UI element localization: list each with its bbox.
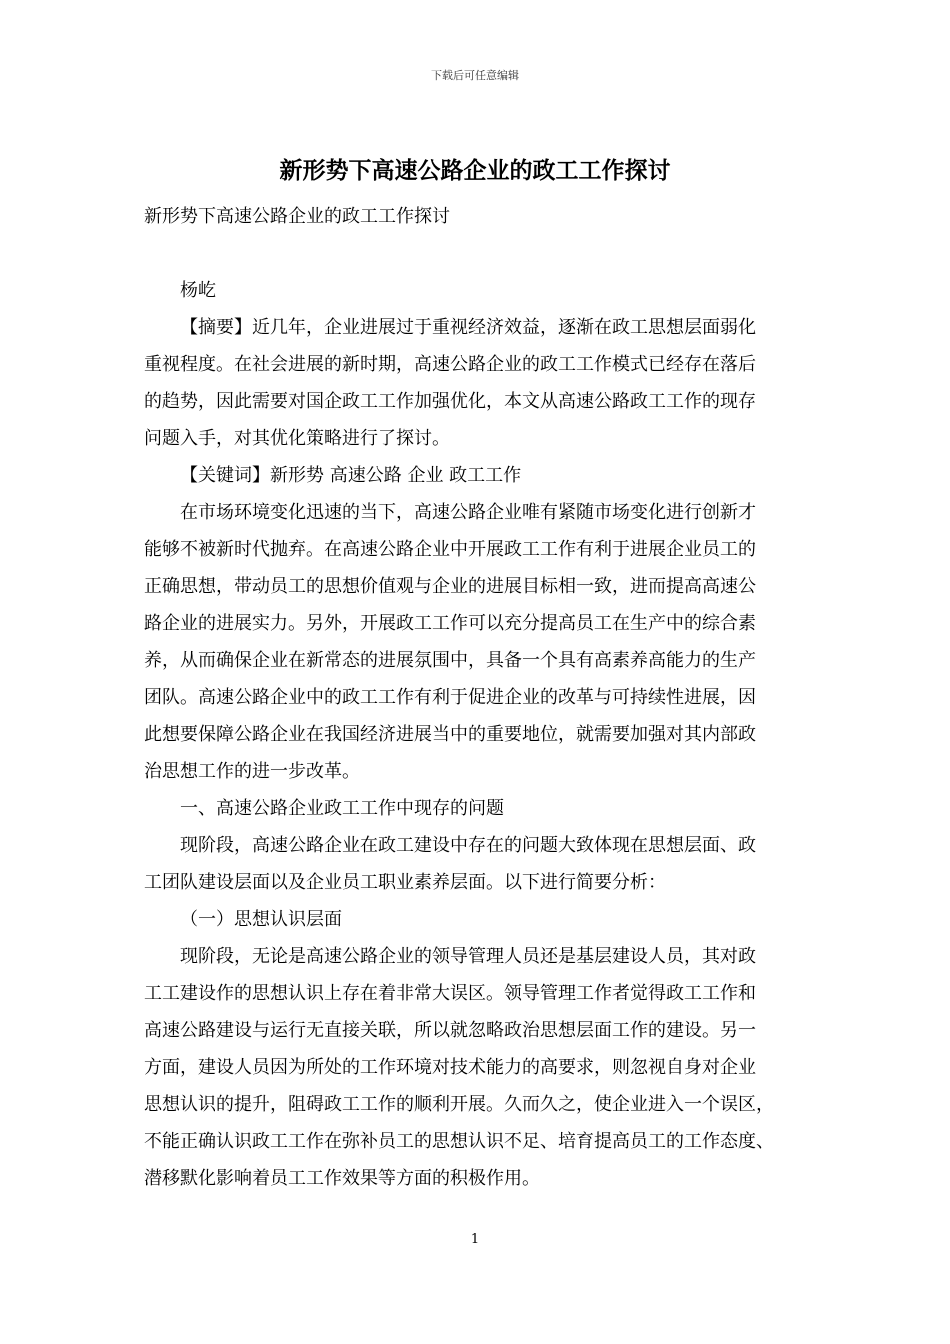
text-line: 不能正确认识政工工作在弥补员工的思想认识不足、培育提高员工的工作态度、: [144, 1131, 774, 1152]
text-line: 此想要保障公路企业在我国经济进展当中的重要地位，就需要加强对其内部政: [144, 724, 756, 745]
page-number: 1: [470, 1232, 480, 1247]
text-line: 路企业的进展实力。另外，开展政工工作可以充分提高员工在生产中的综合素: [144, 613, 756, 634]
text-line: 团队。高速公路企业中的政工工作有利于促进企业的改革与可持续性进展，因: [144, 687, 756, 708]
text-line: 能够不被新时代抛弃。在高速公路企业中开展政工工作有利于进展企业员工的: [144, 539, 756, 560]
text-line: 重视程度。在社会进展的新时期，高速公路企业的政工工作模式已经存在落后: [144, 354, 756, 375]
document-body: [144, 198, 824, 1197]
text-line: 【关键词】新形势 高速公路 企业 政工工作: [180, 465, 522, 486]
text-line: 工团队建设层面以及企业员工职业素养层面。以下进行简要分析：: [144, 872, 666, 893]
text-line: 正确思想，带动员工的思想价值观与企业的进展目标相一致，进而提高高速公: [144, 576, 756, 597]
text-line: [144, 235, 824, 272]
text-line: 治思想工作的进一步改革。: [144, 761, 360, 782]
text-line: 高速公路建设与运行无直接关联，所以就忽略政治思想层面工作的建设。另一: [144, 1020, 756, 1041]
text-line: 潜移默化影响着员工工作效果等方面的积极作用。: [144, 1168, 540, 1189]
text-line: 现阶段，无论是高速公路企业的领导管理人员还是基层建设人员，其对政: [180, 946, 756, 967]
text-line: 现阶段，高速公路企业在政工建设中存在的问题大致体现在思想层面、政: [180, 835, 756, 856]
text-line: 【摘要】近几年，企业进展过于重视经济效益，逐渐在政工思想层面弱化: [180, 317, 756, 338]
header-note: 下载后可任意编辑: [431, 69, 519, 82]
text-line: 工工建设作的思想认识上存在着非常大误区。领导管理工作者觉得政工工作和: [144, 983, 756, 1004]
document-title: 新形势下高速公路企业的政工工作探讨: [279, 158, 671, 184]
text-line: 在市场环境变化迅速的当下，高速公路企业唯有紧随市场变化进行创新才: [180, 502, 756, 523]
text-line: 方面，建设人员因为所处的工作环境对技术能力的高要求，则忽视自身对企业: [144, 1057, 756, 1078]
text-line: 养，从而确保企业在新常态的进展氛围中，具备一个具有高素养高能力的生产: [144, 650, 756, 671]
text-line: 一、高速公路企业政工工作中现存的问题: [180, 798, 504, 819]
text-line: （一）思想认识层面: [180, 909, 342, 930]
text-line: 的趋势，因此需要对国企政工工作加强优化，本文从高速公路政工工作的现存: [144, 391, 756, 412]
text-line: 问题入手，对其优化策略进行了探讨。: [144, 428, 450, 449]
text-line: 思想认识的提升，阻碍政工工作的顺利开展。久而久之，使企业进入一个误区，: [144, 1094, 774, 1115]
text-line: 杨屹: [180, 280, 216, 301]
text-line: 新形势下高速公路企业的政工工作探讨: [144, 206, 450, 227]
